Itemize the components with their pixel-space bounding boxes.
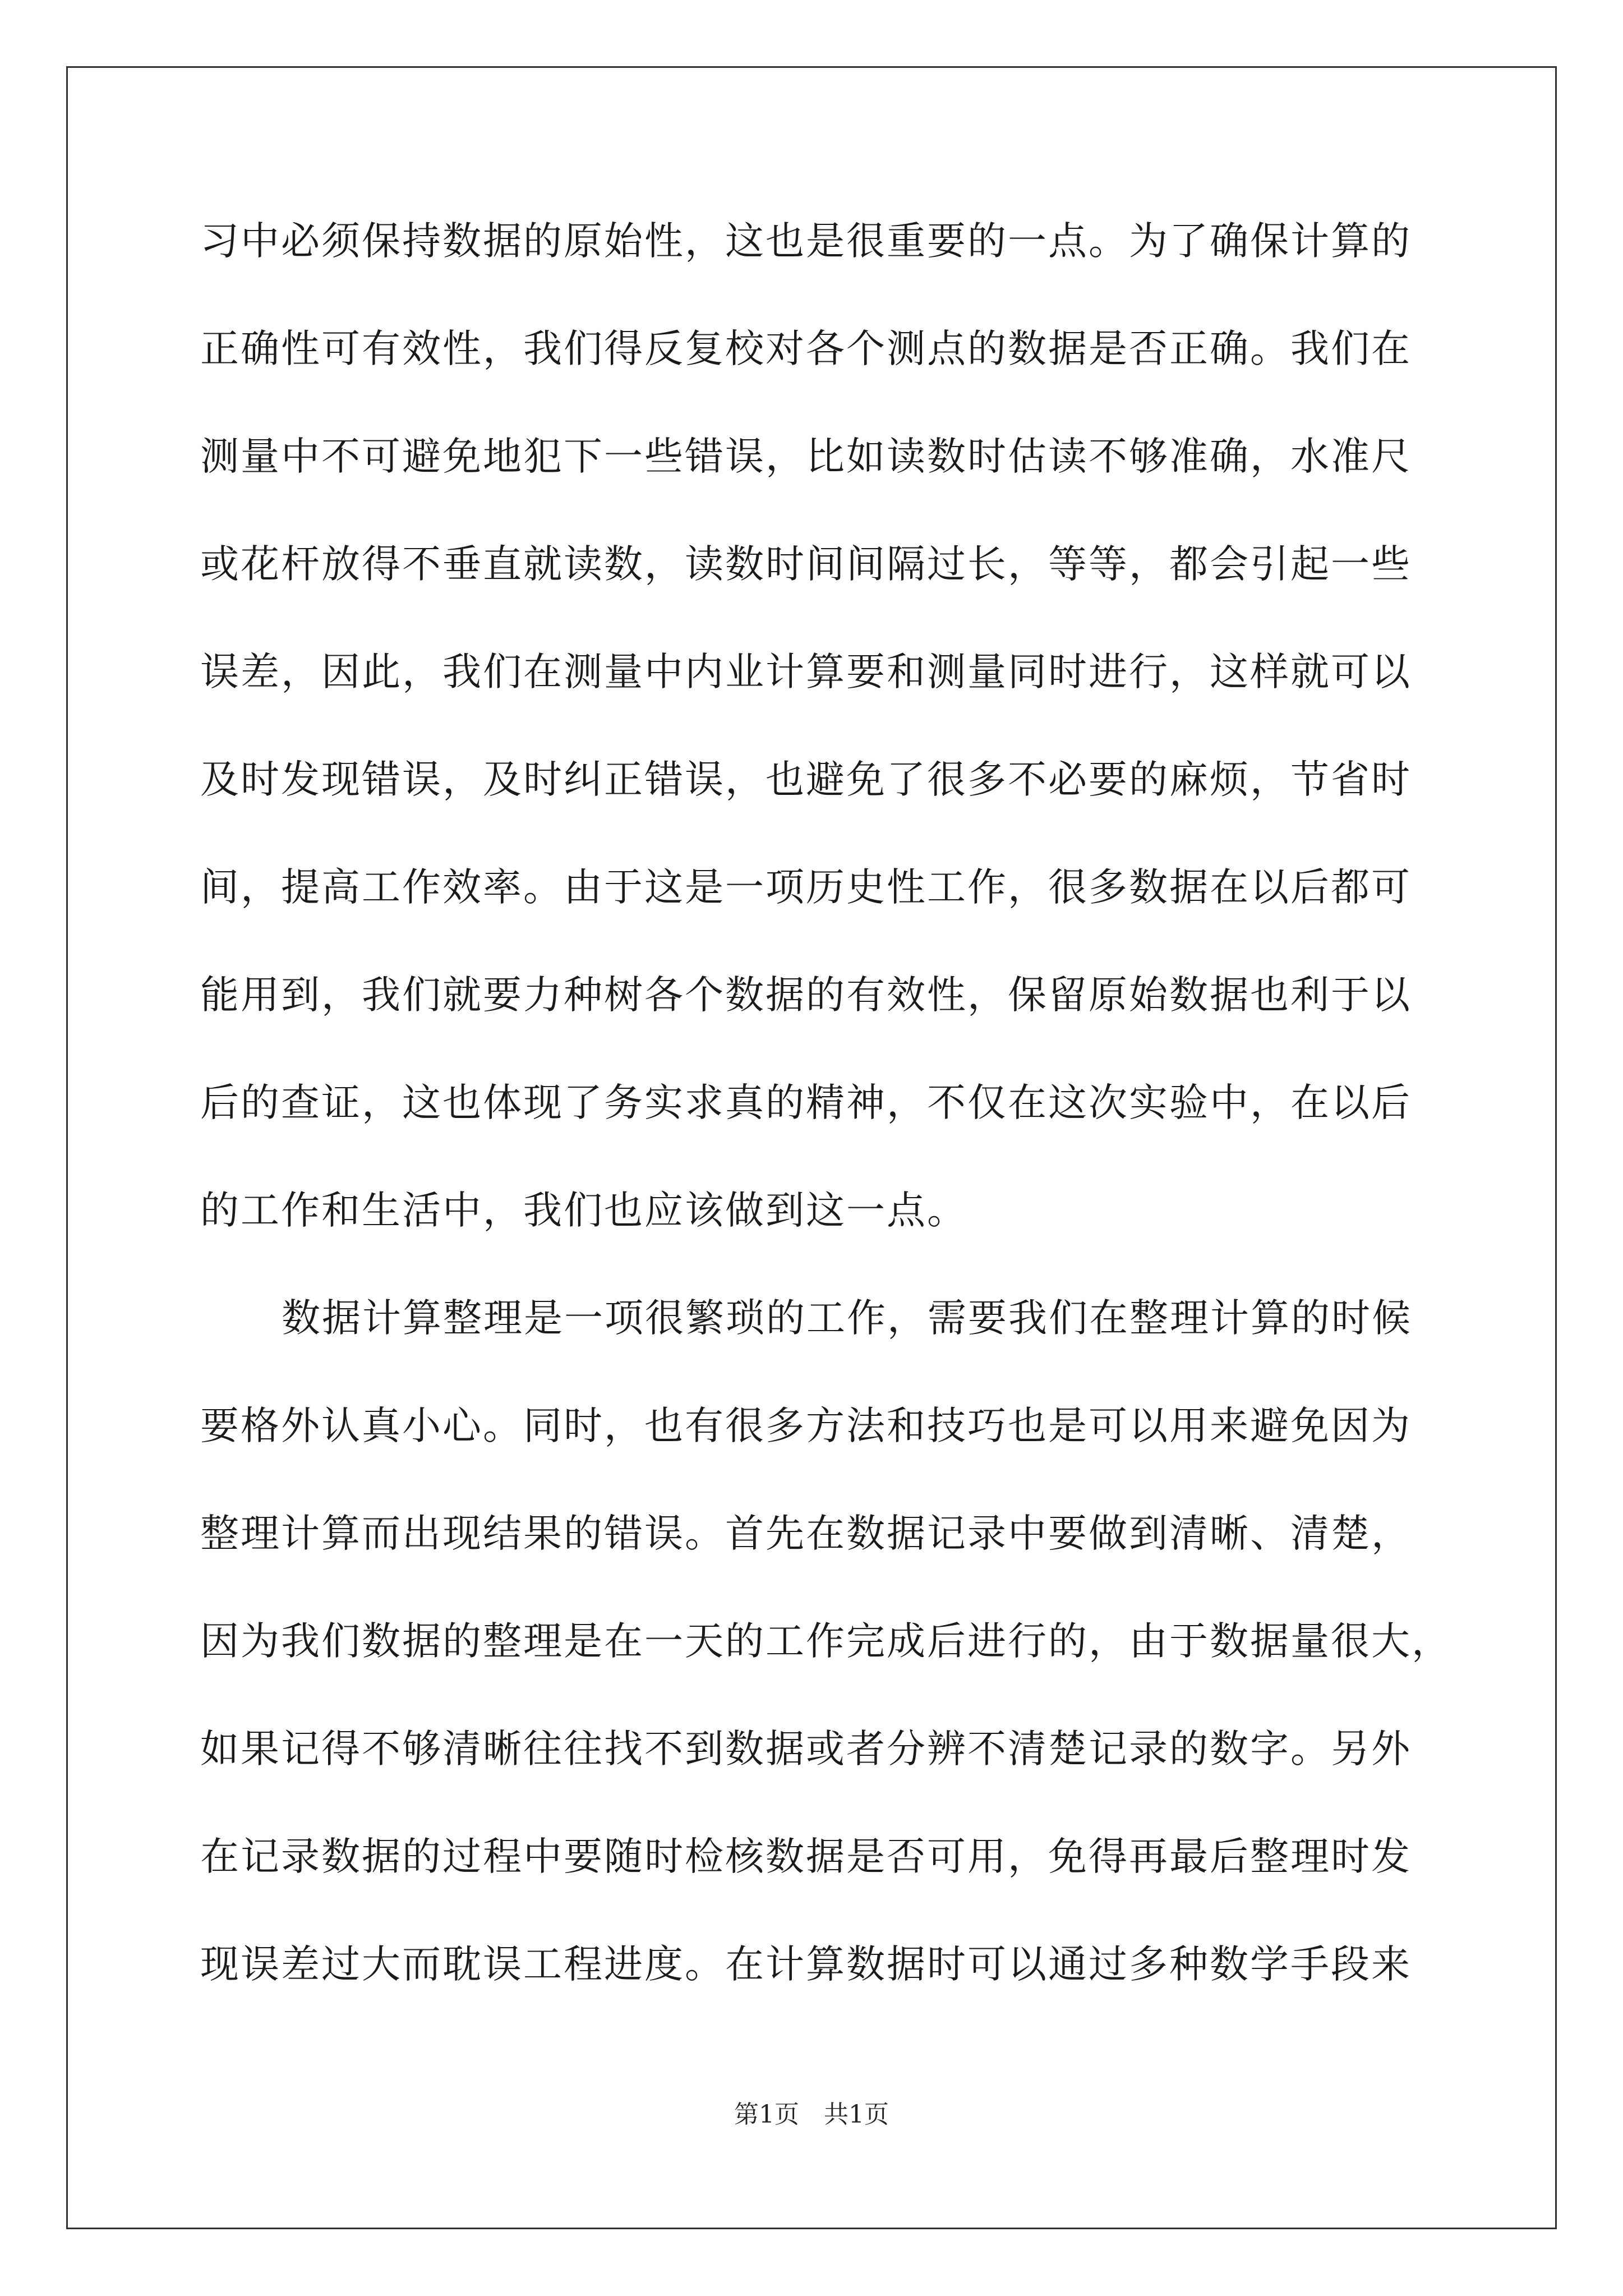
- paragraph-2-line-3: 整理计算而出现结果的错误。首先在数据记录中要做到清晰、清楚，: [200, 1511, 1412, 1556]
- paragraph-1-line-10: 的工作和生活中，我们也应该做到这一点。: [200, 1188, 967, 1233]
- paragraph-2-line-7: 现误差过大而耽误工程进度。在计算数据时可以通过多种数学手段来: [200, 1942, 1412, 1987]
- paragraph-2-line-5: 如果记得不够清晰往往找不到数据或者分辨不清楚记录的数字。另外: [200, 1727, 1412, 1772]
- paragraph-1-line-4: 或花杆放得不垂直就读数，读数时间间隔过长，等等，都会引起一些: [200, 542, 1412, 587]
- paragraph-2-line-1: 数据计算整理是一项很繁琐的工作，需要我们在整理计算的时候: [282, 1296, 1412, 1341]
- paragraph-2-line-2: 要格外认真小心。同时，也有很多方法和技巧也是可以用来避免因为: [200, 1404, 1412, 1448]
- page-number-footer: 第1页 共1页: [734, 2100, 889, 2129]
- paragraph-1-line-2: 正确性可有效性，我们得反复校对各个测点的数据是否正确。我们在: [200, 326, 1412, 371]
- paragraph-1-line-5: 误差，因此，我们在测量中内业计算要和测量同时进行，这样就可以: [200, 650, 1412, 694]
- page-border: [66, 66, 1557, 2229]
- paragraph-1-line-9: 后的查证，这也体现了务实求真的精神，不仅在这次实验中，在以后: [200, 1080, 1412, 1125]
- paragraph-1-line-8: 能用到，我们就要力种树各个数据的有效性，保留原始数据也利于以: [200, 973, 1412, 1018]
- paragraph-1-line-7: 间，提高工作效率。由于这是一项历史性工作，很多数据在以后都可: [200, 865, 1412, 910]
- paragraph-1-line-1: 习中必须保持数据的原始性，这也是很重要的一点。为了确保计算的: [200, 219, 1412, 264]
- paragraph-1-line-6: 及时发现错误，及时纠正错误，也避免了很多不必要的麻烦，节省时: [200, 757, 1412, 802]
- paragraph-2-line-4: 因为我们数据的整理是在一天的工作完成后进行的，由于数据量很大，: [200, 1619, 1452, 1664]
- paragraph-1-line-3: 测量中不可避免地犯下一些错误，比如读数时估读不够准确，水准尺: [200, 434, 1412, 479]
- paragraph-2-line-6: 在记录数据的过程中要随时检核数据是否可用，免得再最后整理时发: [200, 1834, 1412, 1879]
